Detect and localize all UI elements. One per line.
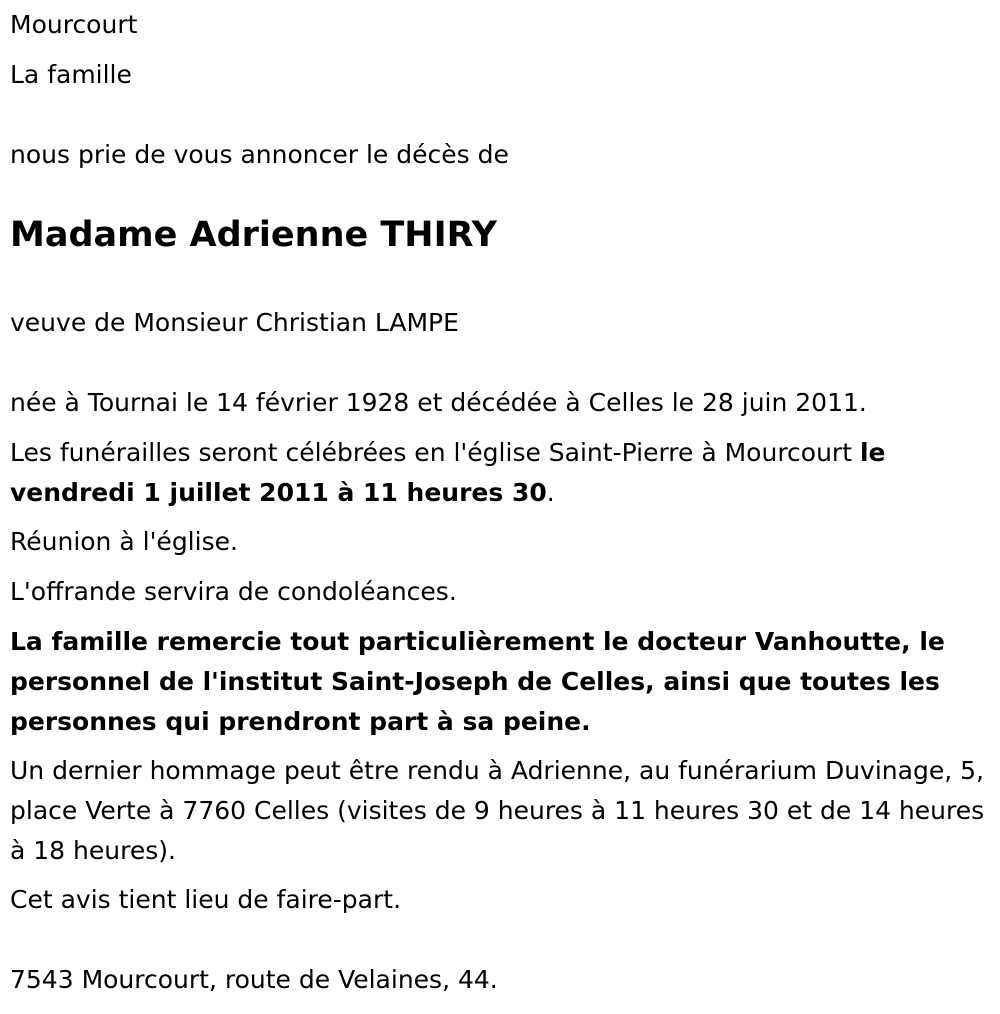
location-text: Mourcourt	[10, 10, 138, 39]
deceased-name: Madame Adrienne THIRY	[10, 215, 497, 255]
notice-note: Cet avis tient lieu de faire-part.	[10, 885, 402, 914]
tribute-paragraph: Un dernier hommage peut être rendu à Adrienne, au funérarium Duvinage, 5, place Verte à 7760 Celles (visites de 9 heures à 11 heures 30 et de 14 heures à 18 heures).	[10, 756, 985, 865]
announcement-text: nous prie de vous annoncer le décès de	[10, 140, 509, 169]
birth-death-text: née à Tournai le 14 février 1928 et décédée à Celles le 28 juin 2011.	[10, 388, 867, 417]
funeral-text: Les funérailles seront célébrées en l'église Saint-Pierre à Mourcourt	[10, 438, 860, 467]
family-text: La famille	[10, 60, 132, 89]
funeral-end: .	[546, 478, 555, 507]
thanks-paragraph: La famille remercie tout particulièrement le docteur Vanhoutte, le personnel de l'institut Saint-Joseph de Celles, ainsi que toutes les personnes qui prendront part à sa peine.	[10, 627, 945, 736]
funeral-paragraph	[10, 433, 990, 513]
meeting-text: Réunion à l'église.	[10, 527, 238, 556]
spouse-text: veuve de Monsieur Christian LAMPE	[10, 308, 459, 337]
address-text: 7543 Mourcourt, route de Velaines, 44.	[10, 965, 498, 994]
funeral-date: le vendredi 1 juillet 2011 à 11 heures 30	[10, 438, 886, 507]
offering-text: L'offrande servira de condoléances.	[10, 577, 457, 606]
